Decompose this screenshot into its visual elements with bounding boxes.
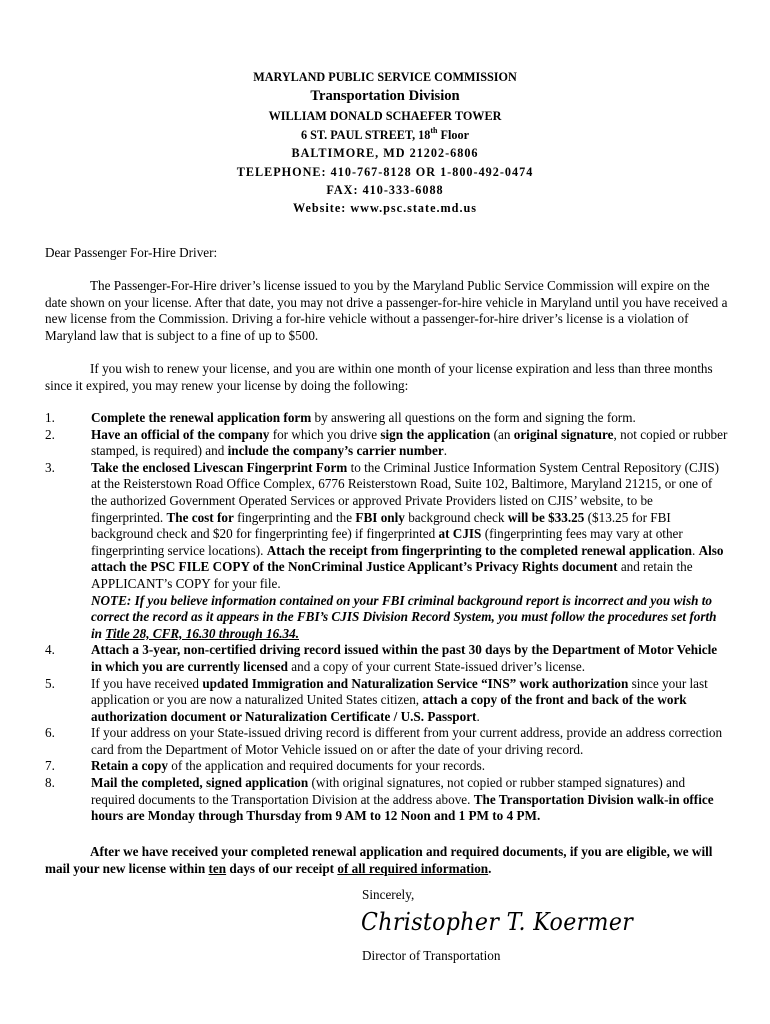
handwritten-signature: Christopher T. Koermer — [361, 908, 634, 936]
website: Website: www.psc.state.md.us — [292, 201, 478, 216]
list-item: 8. Mail the completed, signed application (with original signatures, not copied or rubber stamped signatures) and required documents to the Transportation Division at the address above. The Transportation Division walk-in office hours are Monday through Thursday from 9 AM to 12 Noon and 1 PM to 4 PM. — [45, 775, 714, 824]
cfr-reference: Title 28, CFR, 16.30 through 16.34. — [105, 625, 299, 641]
fbi-record-note: NOTE: If you believe information contained on your FBI criminal background report is incorrect and you wish to correct the record as it appears in the FBI’s CJIS Division Record System, you must follow the procedures set forth in Title 28, CFR, 16.30 through 16.34. — [91, 592, 717, 641]
fax: FAX: 410-333-6088 — [326, 183, 444, 198]
list-item: 5. If you have received updated Immigration and Naturalization Service “INS” work authorization since your last application or you are now a naturalized United States citizen, attach a copy of the front and back of the work authorization document or Naturalization Certificate / U.S. Passport. — [45, 675, 708, 724]
organization-name: MARYLAND PUBLIC SERVICE COMMISSION — [253, 70, 517, 84]
list-item: 4. Attach a 3-year, non-certified driving record issued within the past 30 days by the Department of Motor Vehicle in which you are currently licensed and a copy of your current State-issued driver’s license. — [45, 642, 718, 674]
paragraph-expiration: The Passenger-For-Hire driver’s license issued to you by the Maryland Public Service Commission will expire on the date shown on your license. After that date, you may not drive a passenger-for-hire vehicle in Maryland until you have received a new license from the Commission. Driving a for-hire vehicle without a passenger-for-hire driver’s license is a violation of Maryland law that is subject to a fine of up to $500. — [45, 278, 728, 343]
division-name: Transportation Division — [310, 88, 460, 105]
telephone: TELEPHONE: 410-767-8128 OR 1-800-492-0474 — [236, 164, 534, 179]
list-item: 6. If your address on your State-issued driving record is different from your current address, provide an address correction card from the Department of Motor Vehicle issued on or after the date of your driving record. — [45, 725, 723, 757]
building-name: WILLIAM DONALD SCHAEFER TOWER — [268, 109, 502, 124]
letterhead — [0, 68, 770, 218]
list-item: 1. Complete the renewal application form by answering all questions on the form and signing the form. — [45, 410, 636, 425]
street-address: 6 ST. PAUL STREET, 18th Floor — [301, 125, 469, 142]
renewal-steps-list — [45, 410, 728, 825]
list-item: 2. Have an official of the company for which you drive sign the application (an original signature, not copied or rubber stamped, is required) and include the company’s carrier number. — [45, 426, 728, 459]
closing-paragraph: After we have received your completed renewal application and required documents, if you are eligible, we will mail your new license within ten days of our receipt of all required information. — [45, 844, 713, 876]
salutation: Dear Passenger For-Hire Driver: — [45, 245, 218, 260]
paragraph-renewal-intro: If you wish to renew your license, and you are within one month of your license expiration and less than three months since it expired, you may renew your license by doing the following: — [45, 361, 713, 393]
list-item: 3. Take the enclosed Livescan Fingerprint Form to the Criminal Justice Information System Central Repository (CJIS) at the Reisterstown Road Office Complex, 6776 Reisterstown Road, Suite 102, Baltimore, Maryland 21215, or one of the authorized Government Operated Services or approved Private Providers listed on CJIS’ website, to be fingerprinted. The cost for fingerprinting and the FBI only background check will be $33.25 ($13.25 for FBI background check and $20 for fingerprinting fee) if fingerprinted at CJIS (fingerprinting fees may vary at other fingerprinting service locations). Attach the receipt from fingerprinting to the completed renewal application. Also attach the PSC FILE COPY of the NonCriminal Justice Applicant’s Privacy Rights document and retain the APPLICANT’s COPY for your file. NOTE: If you believe information contained on your FBI criminal background report is incorrect and you wish to correct the record as it appears in the FBI’s CJIS Division Record System, you must follow the procedures set forth in Title 28, CFR, 16.30 through 16.34. — [45, 460, 728, 643]
list-item: 7. Retain a copy of the application and required documents for your records. — [45, 758, 486, 774]
signer-title: Director of Transportation — [362, 948, 501, 963]
signoff: Sincerely, — [362, 887, 415, 902]
city-state-zip: BALTIMORE, MD 21202-6806 — [291, 146, 479, 161]
